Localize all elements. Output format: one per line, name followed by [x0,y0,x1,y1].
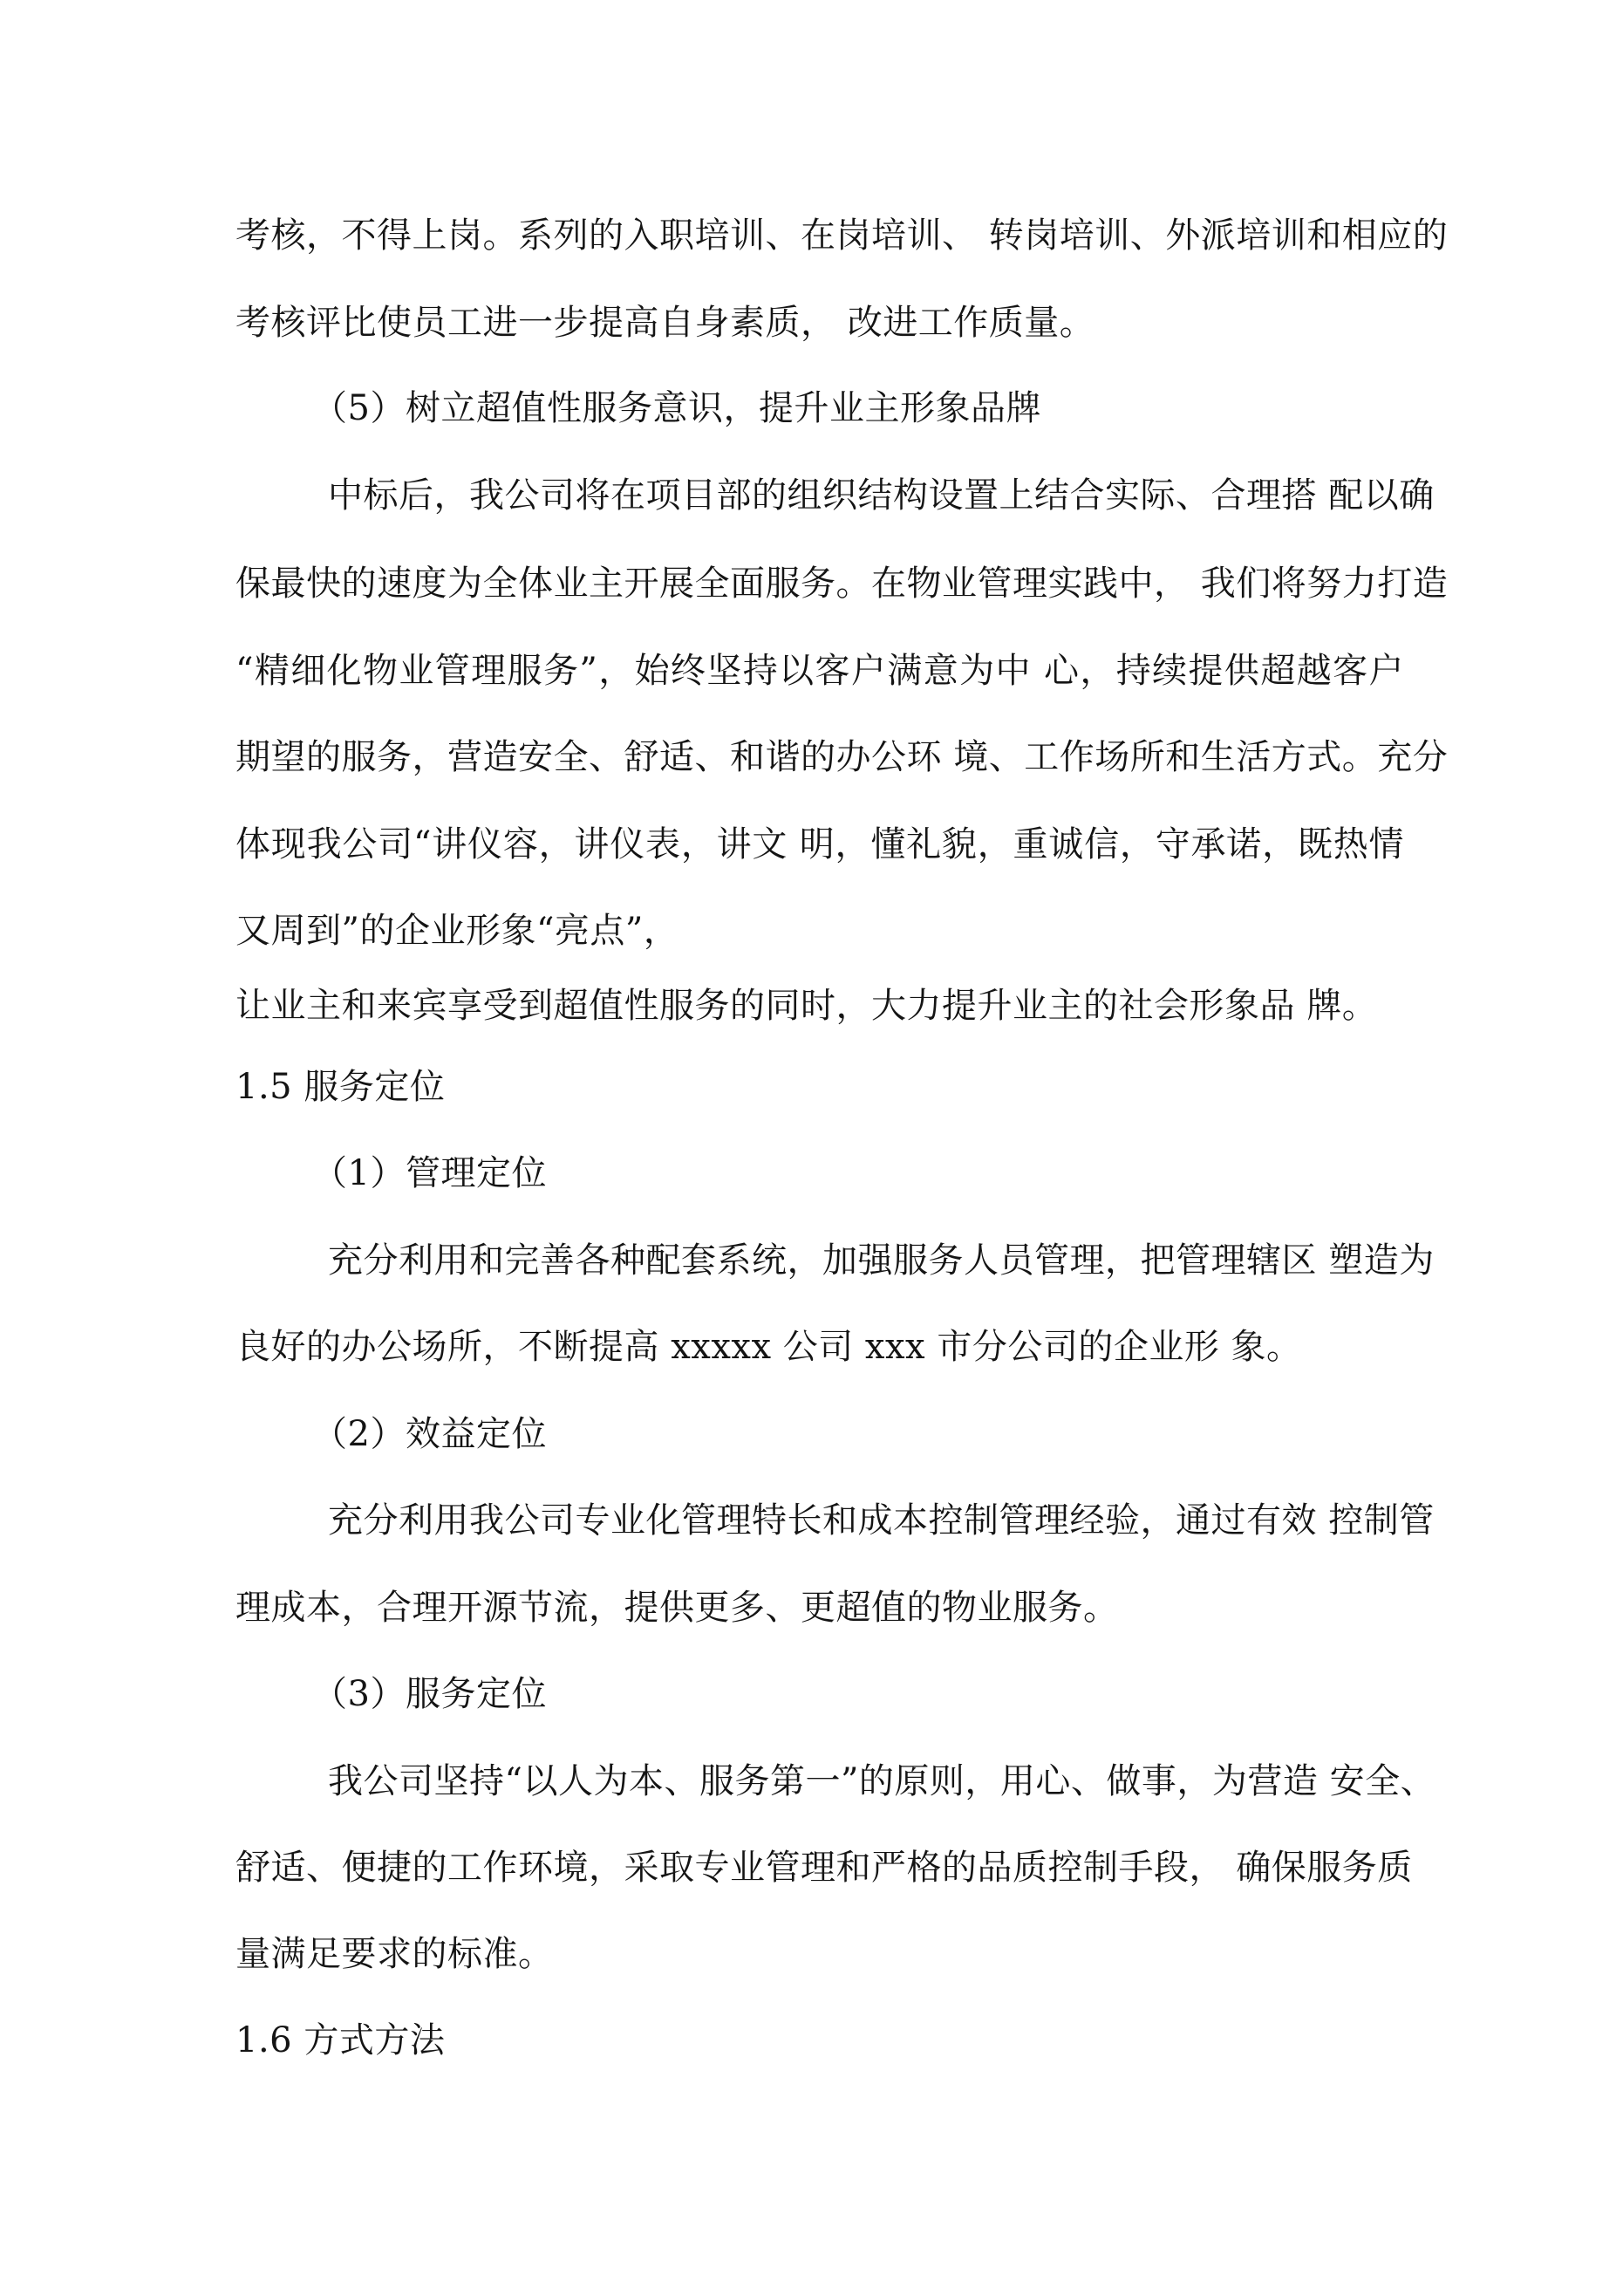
body-text-line: 良好的办公场所，不断提高 xxxxx 公司 xxx 市分公司的企业形 象。 [235,1327,1302,1367]
subsection-heading: （3）服务定位 [312,1674,547,1714]
body-text-line: 我公司坚持“以人为本、服务第一”的原则，用心、做事，为营造 安全、 [328,1761,1436,1801]
body-text-line: 充分利用我公司专业化管理特长和成本控制管理经验，通过有效 控制管 [328,1500,1435,1541]
subsection-heading: （1）管理定位 [312,1153,547,1193]
body-text-line: 中标后，我公司将在项目部的组织结构设置上结合实际、合理搭 配以确 [328,475,1435,516]
subsection-heading: （2）效益定位 [312,1414,547,1454]
body-text-line: 又周到”的企业形象“亮点”， [235,911,679,951]
subsection-heading: （5）树立超值性服务意识，提升业主形象品牌 [312,388,1041,428]
body-text-line: 量满足要求的标准。 [235,1934,554,1974]
body-text-line: 期望的服务，营造安全、舒适、和谐的办公环 境、工作场所和生活方式。充分 [235,737,1449,777]
body-text-line: 让业主和来宾享受到超值性服务的同时，大力提升业主的社会形象品 牌。 [235,986,1378,1026]
body-text-line: 体现我公司“讲仪容，讲仪表，讲文 明，懂礼貌，重诚信，守承诺，既热情 [235,824,1404,864]
body-text-line: 考核，不得上岗。系列的入职培训、在岗培训、 转岗培训、外派培训和相应的 [235,215,1449,256]
body-text-line: 充分利用和完善各种配套系统，加强服务人员管理，把管理辖区 塑造为 [328,1240,1435,1281]
section-heading: 1.5 服务定位 [235,1067,446,1107]
body-text-line: 保最快的速度为全体业主开展全面服务。在物业管理实践中， 我们将努力打造 [235,564,1449,604]
body-text-line: “精细化物业管理服务”，始终坚持以客户满意为中 心，持续提供超越客户 [235,651,1404,691]
body-text-line: 考核评比使员工进一步提高自身素质， 改进工作质量。 [235,303,1095,343]
body-text-line: 舒适、便捷的工作环境，采取专业管理和严格的品质控制手段， 确保服务质 [235,1848,1413,1888]
body-text-line: 理成本，合理开源节流，提供更多、更超值的物业服务。 [235,1588,1119,1628]
section-heading: 1.6 方式方法 [235,2020,446,2060]
